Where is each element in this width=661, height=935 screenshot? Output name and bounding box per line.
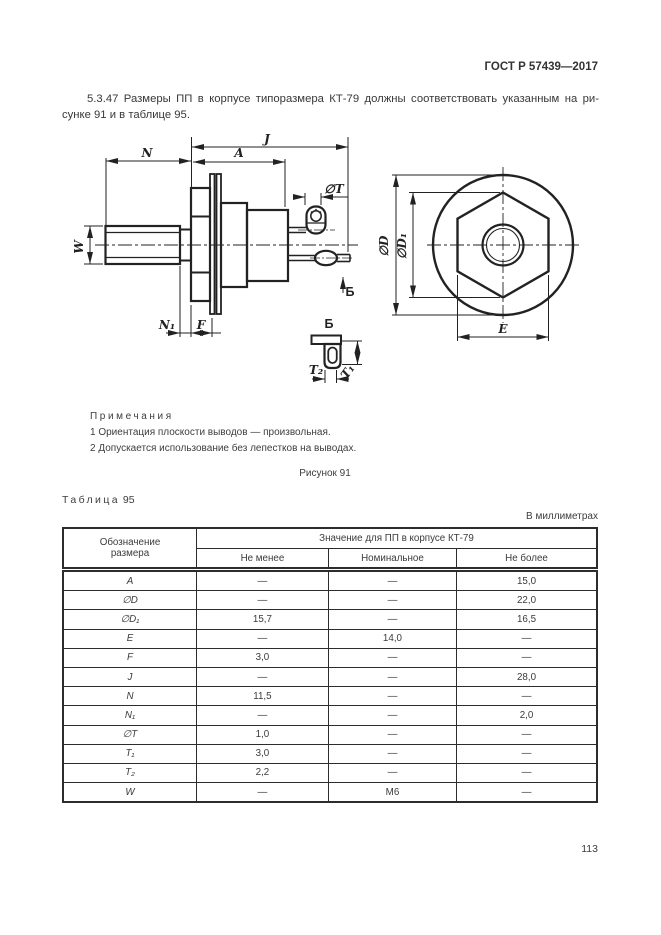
value-cell: — — [328, 591, 456, 610]
dim-label-a: A — [234, 146, 244, 160]
paragraph-line-2: сунке 91 и в таблице 95. — [62, 108, 190, 121]
table-row — [63, 763, 597, 782]
table-body — [63, 570, 597, 803]
col-header-max: Не более — [457, 549, 597, 570]
value-cell: 2,2 — [197, 763, 329, 782]
value-cell: — — [457, 687, 597, 706]
value-cell: — — [457, 783, 597, 803]
dim-label-n1: N₁ — [158, 318, 176, 332]
value-cell: 14,0 — [328, 629, 456, 648]
figure-91-drawing — [60, 128, 612, 412]
value-cell: — — [328, 648, 456, 667]
col-header-span: Значение для ПП в корпусе КТ-79 — [197, 528, 598, 549]
dim-symbol-cell: ∅D₁ — [63, 610, 197, 629]
value-cell: M6 — [328, 783, 456, 803]
view-b-label: Б — [324, 317, 334, 331]
value-cell: — — [328, 744, 456, 763]
value-cell: — — [197, 591, 329, 610]
value-cell: 2,0 — [457, 706, 597, 725]
dim-label-n: N — [141, 146, 153, 160]
dim-label-t: ∅T — [324, 182, 344, 196]
value-cell: — — [457, 725, 597, 744]
value-cell: — — [328, 687, 456, 706]
paragraph-line-1: 5.3.47 Размеры ПП в корпусе типоразмера КТ-79 должны соответствовать указанным на ри- — [87, 93, 599, 105]
table-row — [63, 570, 597, 591]
dim-symbol-cell: T₁ — [63, 744, 197, 763]
table-row — [63, 591, 597, 610]
side-view — [95, 174, 358, 314]
value-cell: — — [197, 783, 329, 803]
col-header-min: Не менее — [197, 549, 329, 570]
col-header-nominal: Номинальное — [328, 549, 456, 570]
value-cell: 1,0 — [197, 725, 329, 744]
dim-symbol-cell: W — [63, 783, 197, 803]
dim-symbol-cell: ∅T — [63, 725, 197, 744]
notes-block — [90, 411, 356, 455]
value-cell: — — [197, 570, 329, 591]
table-row — [63, 725, 597, 744]
section-arrow-label-b: Б — [345, 285, 355, 299]
figure-caption: Рисунок 91 — [299, 468, 351, 479]
dim-symbol-cell: E — [63, 629, 197, 648]
value-cell: — — [328, 570, 456, 591]
page-number: 113 — [581, 843, 598, 855]
dim-symbol-cell: N — [63, 687, 197, 706]
dim-symbol-cell: F — [63, 648, 197, 667]
value-cell: 3,0 — [197, 648, 329, 667]
value-cell: — — [457, 648, 597, 667]
value-cell: 28,0 — [457, 667, 597, 686]
table-row — [63, 783, 597, 803]
col-header-line: Обозначение — [99, 537, 161, 548]
dim-symbol-cell: ∅D — [63, 591, 197, 610]
col-header-designation — [63, 528, 197, 570]
value-cell: — — [328, 763, 456, 782]
value-cell: — — [197, 629, 329, 648]
note-item: 1 Ориентация плоскости выводов — произвольная. — [90, 427, 331, 438]
dim-symbol-cell: N₁ — [63, 706, 197, 725]
table-row — [63, 706, 597, 725]
dim-label-f: F — [196, 318, 206, 332]
table-row — [63, 648, 597, 667]
table-row — [63, 687, 597, 706]
note-item: 2 Допускается использование без лепестков на выводах. — [90, 443, 357, 454]
dim-label-d: ∅D — [377, 235, 391, 257]
dimensions-table — [62, 527, 598, 803]
table-label-word: Таблица — [62, 494, 120, 506]
table-units: В миллиметрах — [526, 511, 598, 522]
value-cell: — — [457, 744, 597, 763]
value-cell: — — [457, 629, 597, 648]
dim-label-t2: T₂ — [308, 363, 324, 377]
value-cell: 16,5 — [457, 610, 597, 629]
dim-label-e: E — [498, 322, 508, 336]
table-label-number: 95 — [122, 494, 135, 506]
value-cell: — — [197, 706, 329, 725]
front-view-dimensions — [392, 175, 549, 341]
table-row — [63, 610, 597, 629]
value-cell: — — [328, 667, 456, 686]
dim-symbol-cell: A — [63, 570, 197, 591]
dim-label-w: W — [72, 240, 86, 254]
dim-symbol-cell: T₂ — [63, 763, 197, 782]
front-view — [427, 167, 580, 323]
dim-label-d1: ∅D₁ — [395, 232, 409, 260]
dim-label-t1: T₁ — [337, 361, 358, 382]
table-row — [63, 629, 597, 648]
value-cell: — — [328, 610, 456, 629]
value-cell: 15,7 — [197, 610, 329, 629]
clause-paragraph — [62, 92, 599, 123]
doc-number: ГОСТ Р 57439—2017 — [484, 61, 598, 73]
value-cell: — — [197, 667, 329, 686]
value-cell: 3,0 — [197, 744, 329, 763]
value-cell: 15,0 — [457, 570, 597, 591]
table-row — [63, 667, 597, 686]
value-cell: — — [457, 763, 597, 782]
value-cell: 22,0 — [457, 591, 597, 610]
value-cell: 11,5 — [197, 687, 329, 706]
value-cell: — — [328, 725, 456, 744]
table-label — [62, 494, 135, 506]
value-cell: — — [328, 706, 456, 725]
notes-title: Примечания — [90, 411, 174, 422]
col-header-line: размера — [110, 548, 150, 559]
dim-symbol-cell: J — [63, 667, 197, 686]
dim-label-j: J — [264, 132, 270, 146]
table-row — [63, 744, 597, 763]
